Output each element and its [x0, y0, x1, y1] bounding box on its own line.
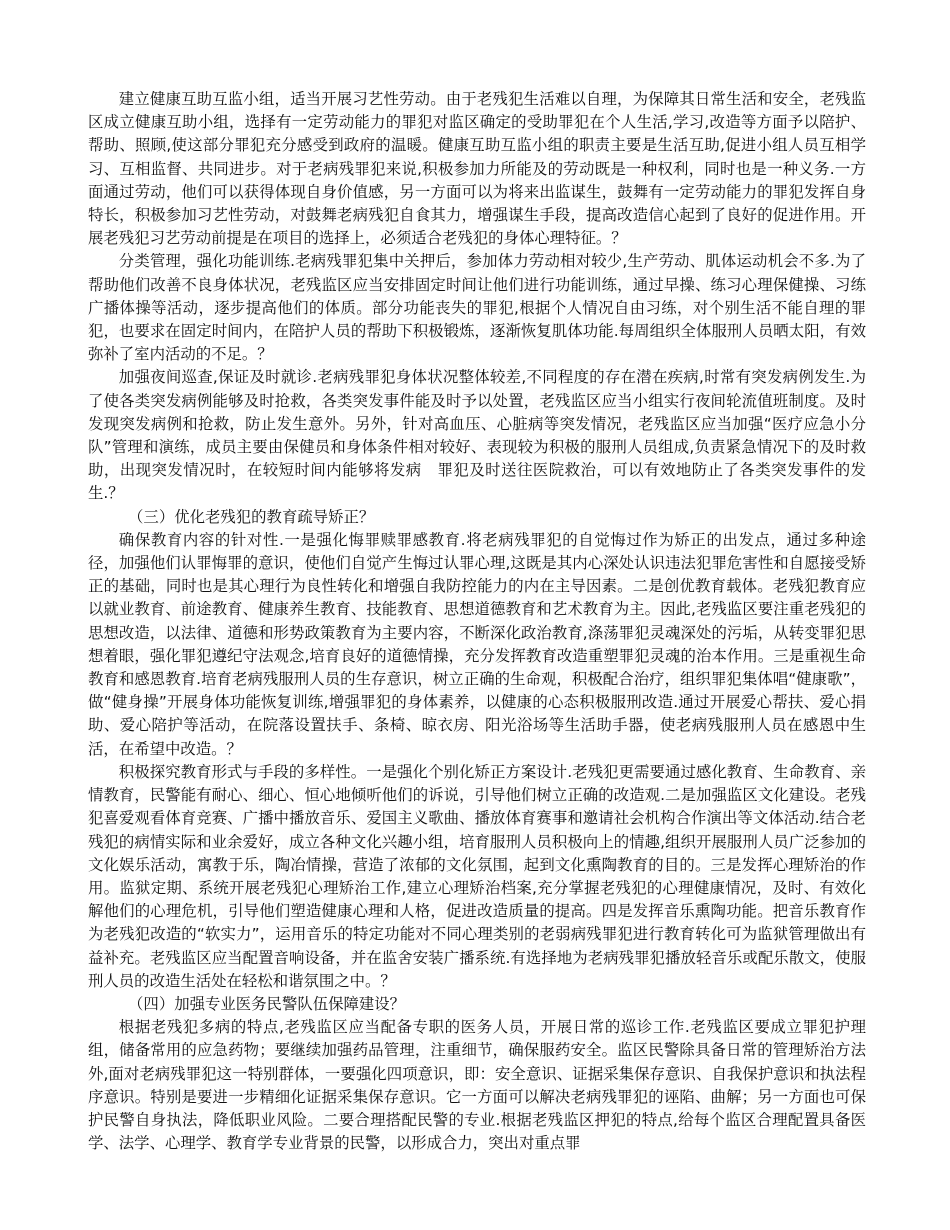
section-heading-3: （三）优化老残犯的教育疏导矫正？ [128, 507, 375, 526]
paragraph-medical-staff: 根据老残犯多病的特点,老残监区应当配备专职的医务人员，开展日常的巡诊工作.老残监区要成立罪犯护理组，储备常用的应急药物；要继续加强药品管理，注重细节，确保服药安全。监区民警除具备日常的管理矫治方法外,面对老病残罪犯这一特别群体，一要强化四项意识，即：安全意识、证据采集保存意识、自我保护意识和执法程序意识。特别是要进一步精细化证据采集保存意识。它一方面可以解决老病残罪犯的诬陷、曲解；另一方面也可保护民警自身执法，降低职业风险。二要合理搭配民警的专业.根据老残监区押犯的特点,给每个监区合理配置具备医学、法学、心理学、教育学专业背景的民警，以形成合力，突出对重点罪 [88, 1018, 866, 1153]
section-heading-4: （四）加强专业医务民警队伍保障建设？ [128, 994, 406, 1013]
paragraph-night-patrol: 加强夜间巡查,保证及时就诊.老病残罪犯身体状况整体较差,不同程度的存在潜在疾病,时常有突发病例发生.为了使各类突发病例能够及时抢救，各类突发事件能及时予以处置，老残监区应当小组实行夜间轮流值班制度。及时发现突发病例和抢救，防止发生意外。另外，针对高血压、心脏病等突发情况，老残监区应当加强“医疗应急小分队”管理和演练，成员主要由保健员和身体条件相对较好、表现较为积极的服刑人员组成,负责紧急情况下的及时救助，出现突发情况时，在较短时间内能够将发病 罪犯及时送往医院救治，可以有效地防止了各类突发事件的发生.？ [88, 368, 866, 503]
document-page [88, 88, 866, 1155]
paragraph-health-mutual-aid: 建立健康互助互监小组，适当开展习艺性劳动。由于老残犯生活难以自理，为保障其日常生活和安全，老残监区成立健康互助小组，选择有一定劳动能力的罪犯对监区确定的受助罪犯在个人生活,学习,改造等方面予以陪护、帮助、照顾,使这部分罪犯充分感受到政府的温暖。健康互助互监小组的职责主要是生活互助,促进小组人员互相学习、互相监督、共同进步。对于老病残罪犯来说,积极参加力所能及的劳动既是一种权利，同时也是一种义务.一方面通过劳动，他们可以获得体现自身价值感，另一方面可以为将来出监谋生，鼓舞有一定劳动能力的罪犯发挥自身特长，积极参加习艺性劳动，对鼓舞老病残犯自食其力，增强谋生手段，提高改造信心起到了良好的促进作用。开展老残犯习艺劳动前提是在项目的选择上，必须适合老残犯的身体心理特征。？ [88, 90, 866, 248]
paragraph-education-content: 确保教育内容的针对性.一是强化悔罪赎罪感教育.将老病残罪犯的自觉悔过作为矫正的出发点，通过多种途径，加强他们认罪悔罪的意识，使他们自觉产生悔过认罪心理,这既是其内心深处认识违法犯罪危害性和自愿接受矫正的基础，同时也是其心理行为良性转化和增强自我防控能力的内在主导因素。二是创优教育载体。老残犯教育应以就业教育、前途教育、健康养生教育、技能教育、思想道德教育和艺术教育为主。因此,老残监区要注重老残犯的思想改造，以法律、道德和形势政策教育为主要内容，不断深化政治教育,涤荡罪犯灵魂深处的污垢，从转变罪犯思想着眼，强化罪犯遵纪守法观念,培育良好的道德情操，充分发挥教育改造重塑罪犯灵魂的治本作用。三是重视生命教育和感恩教育.培育老病残服刑人员的生存意识，树立正确的生命观，积极配合治疗，组织罪犯集体唱“健康歌”，做“健身操”开展身体功能恢复训练,增强罪犯的身体素养，以健康的心态积极服刑改造.通过开展爱心帮扶、爱心捐助、爱心陪护等活动，在院落设置扶手、条椅、晾衣房、阳光浴场等生活助手器，使老病残服刑人员在感恩中生活，在希望中改造。？ [88, 530, 866, 758]
paragraph-education-forms: 积极探究教育形式与手段的多样性。一是强化个别化矫正方案设计.老残犯更需要通过感化教育、生命教育、亲情教育，民警能有耐心、细心、恒心地倾听他们的诉说，引导他们树立正确的改造观.二是加强监区文化建设。老残犯喜爱观看体育竞赛、广播中播放音乐、爱国主义歌曲、播放体育赛事和邀请社会机构合作演出等文体活动.结合老残犯的病情实际和业余爱好，成立各种文化兴趣小组，培育服刑人员积极向上的情趣,组织开展服刑人员广泛参加的文化娱乐活动，寓教于乐，陶冶情操，营造了浓郁的文化氛围，起到文化熏陶教育的目的。三是发挥心理矫治的作用。监狱定期、系统开展老残犯心理矫治工作,建立心理矫治档案,充分掌握老残犯的心理健康情况，及时、有效化解他们的心理危机，引导他们塑造健康心理和人格，促进改造质量的提高。四是发挥音乐熏陶功能。把音乐教育作为老残犯改造的“软实力”，运用音乐的特定功能对不同心理类别的老弱病残罪犯进行教育转化可为监狱管理做出有益补充。老残监区应当配置音响设备，并在监舍安装广播系统.有选择地为老病残罪犯播放轻音乐或配乐散文，使服刑人员的改造生活处在轻松和谐氛围之中。？ [88, 762, 866, 990]
paragraph-functional-training: 分类管理，强化功能训练.老病残罪犯集中关押后，参加体力劳动相对较少,生产劳动、肌体运动机会不多.为了帮助他们改善不良身体状况，老残监区应当安排固定时间让他们进行功能训练，通过早操、练习心理保健操、习练广播体操等活动，逐步提高他们的体质。部分功能丧失的罪犯,根据个人情况自由习练，对个别生活不能自理的罪犯，也要求在固定时间内，在陪护人员的帮助下积极锻炼，逐渐恢复肌体功能.每周组织全体服刑人员晒太阳，有效弥补了室内活动的不足。？ [88, 252, 866, 364]
